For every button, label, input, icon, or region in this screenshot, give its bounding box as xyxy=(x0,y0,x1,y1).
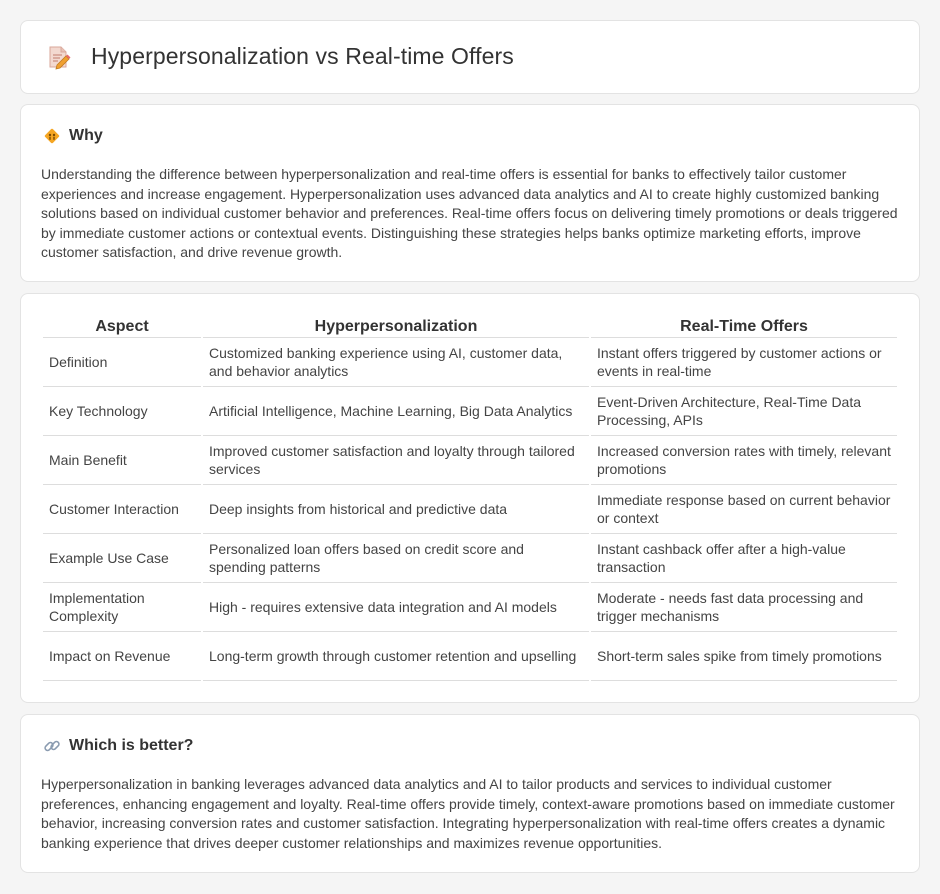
title-row xyxy=(45,43,514,70)
document-pencil-icon xyxy=(45,44,71,70)
table-row xyxy=(43,632,897,681)
aspect-cell: Definition xyxy=(43,338,201,387)
aspect-cell: Customer Interaction xyxy=(43,485,201,534)
real-time-offers-cell: Event-Driven Architecture, Real-Time Data Processing, APIs xyxy=(591,387,897,436)
page-title: Hyperpersonalization vs Real-time Offers xyxy=(91,43,514,69)
better-text: Hyperpersonalization in banking leverages advanced data analytics and AI to tailor products and services to individual customer preferences, enhancing engagement and loyalty. Real-time offers provide timely, context-aware promotions based on immediate customer behavior, increasing conversion rates and customer satisfaction. Integrating hyperpersonalization with real-time offers creates a dynamic banking experience that drives deeper customer relationships and maximizes revenue opportunities. xyxy=(41,776,895,851)
table-row xyxy=(43,485,897,534)
table-row xyxy=(43,387,897,436)
hyperpersonalization-cell: High - requires extensive data integration and AI models xyxy=(203,583,589,632)
hyperpersonalization-cell: Deep insights from historical and predictive data xyxy=(203,485,589,534)
hyperpersonalization-cell: Personalized loan offers based on credit score and spending patterns xyxy=(203,534,589,583)
real-time-offers-cell: Increased conversion rates with timely, relevant promotions xyxy=(591,436,897,485)
why-title: Why xyxy=(69,127,103,144)
table-row xyxy=(43,436,897,485)
link-icon xyxy=(43,737,61,755)
table-row xyxy=(43,534,897,583)
aspect-cell: Key Technology xyxy=(43,387,201,436)
better-heading xyxy=(43,737,193,755)
aspect-cell: Example Use Case xyxy=(43,534,201,583)
real-time-offers-cell: Instant offers triggered by customer actions or events in real-time xyxy=(591,338,897,387)
why-heading xyxy=(43,127,103,145)
real-time-offers-cell: Short-term sales spike from timely promotions xyxy=(591,632,897,681)
table-row xyxy=(43,338,897,387)
table-row xyxy=(43,583,897,632)
real-time-offers-cell: Instant cashback offer after a high-value transaction xyxy=(591,534,897,583)
header-real-time-offers: Real-Time Offers xyxy=(591,316,897,338)
hyperpersonalization-cell: Artificial Intelligence, Machine Learning, Big Data Analytics xyxy=(203,387,589,436)
which-is-better-section xyxy=(20,714,920,873)
why-text: Understanding the difference between hyperpersonalization and real-time offers is essential for banks to effectively tailor customer experiences and increase engagement. Hyperpersonalization uses advanced data analytics and AI to create highly customized banking solutions based on individual customer behavior and preferences. Real-time offers focus on delivering timely promotions or deals triggered by immediate customer actions or contextual events. Distinguishing these strategies helps banks optimize marketing efforts, improve customer satisfaction, and drive revenue growth. xyxy=(41,166,898,261)
comparison-table xyxy=(41,316,899,681)
real-time-offers-cell: Moderate - needs fast data processing and trigger mechanisms xyxy=(591,583,897,632)
comparison-section xyxy=(20,293,920,703)
title-card xyxy=(20,20,920,94)
hyperpersonalization-cell: Long-term growth through customer retention and upselling xyxy=(203,632,589,681)
aspect-cell: Implementation Complexity xyxy=(43,583,201,632)
real-time-offers-cell: Immediate response based on current behavior or context xyxy=(591,485,897,534)
why-section xyxy=(20,104,920,282)
aspect-cell: Impact on Revenue xyxy=(43,632,201,681)
header-aspect: Aspect xyxy=(43,316,201,338)
table-header-row xyxy=(43,316,897,338)
aspect-cell: Main Benefit xyxy=(43,436,201,485)
hyperpersonalization-cell: Customized banking experience using AI, customer data, and behavior analytics xyxy=(203,338,589,387)
diamond-sign-icon xyxy=(43,127,61,145)
hyperpersonalization-cell: Improved customer satisfaction and loyalty through tailored services xyxy=(203,436,589,485)
better-title: Which is better? xyxy=(69,737,194,754)
header-hyperpersonalization: Hyperpersonalization xyxy=(203,316,589,338)
